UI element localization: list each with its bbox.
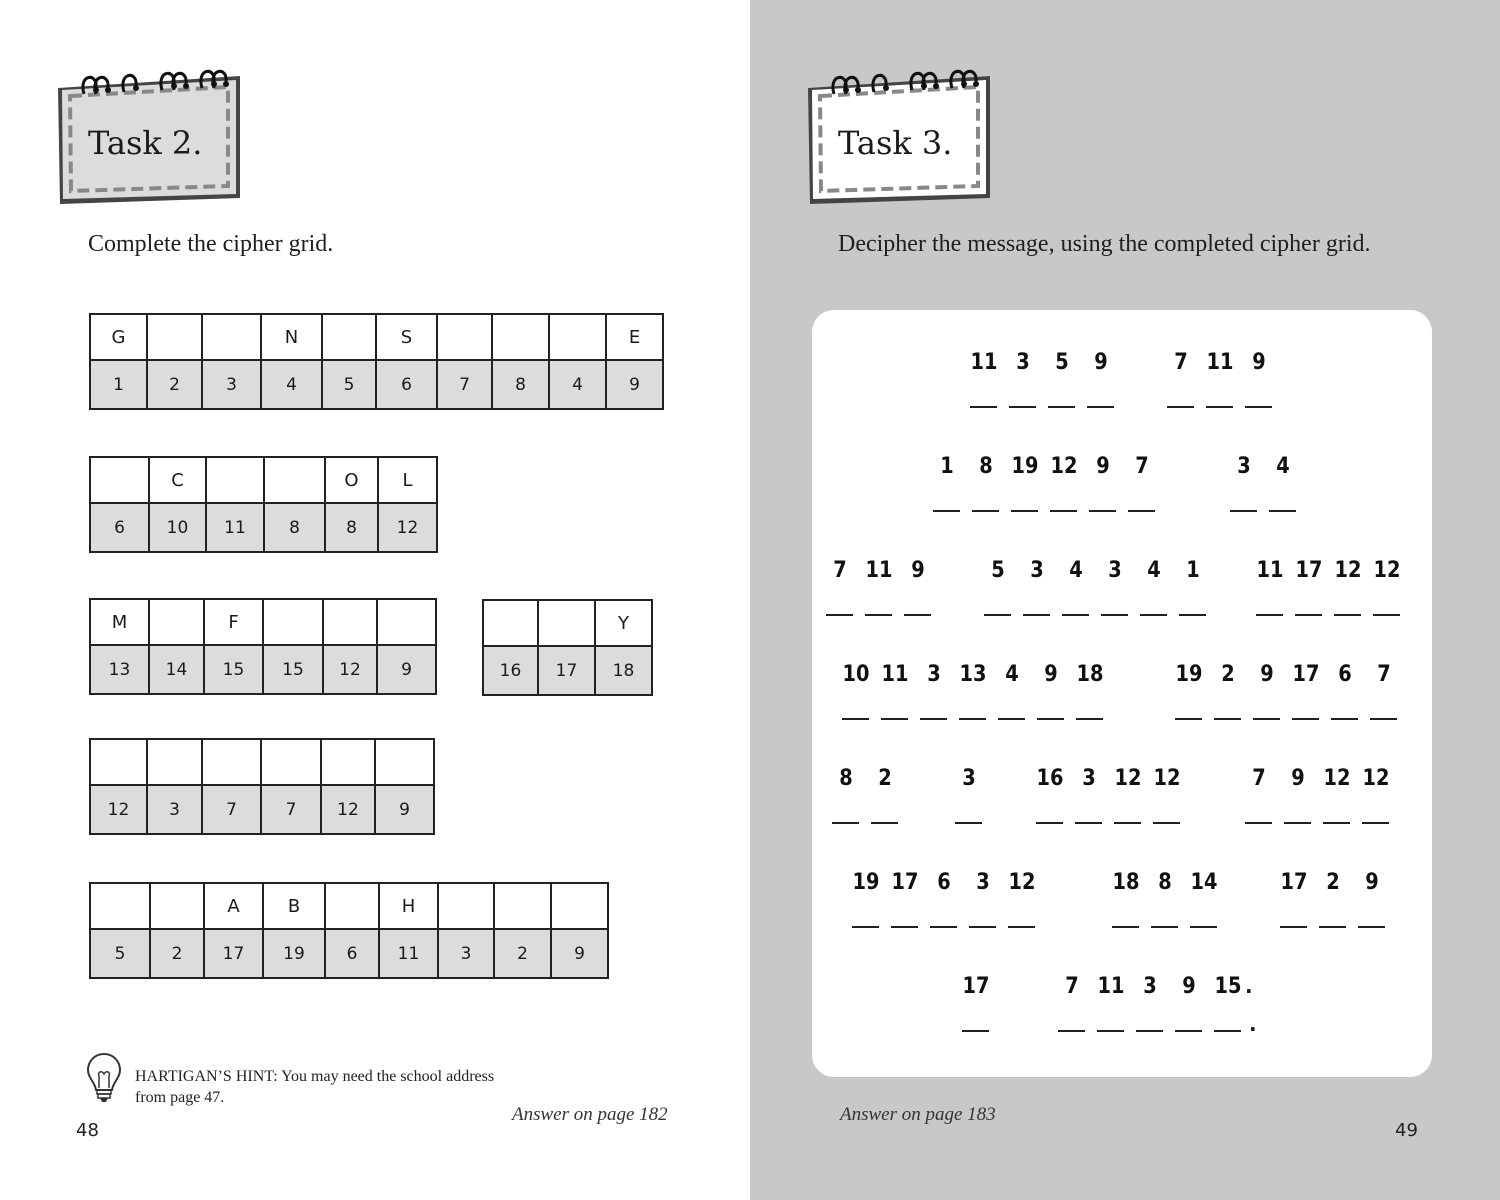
answer-blank[interactable] — [1253, 718, 1280, 720]
answer-blank[interactable] — [1269, 510, 1296, 512]
answer-blank[interactable] — [1128, 510, 1155, 512]
answer-blank[interactable] — [1114, 822, 1141, 824]
grid-letter-cell — [549, 314, 606, 360]
answer-blank[interactable] — [1190, 926, 1217, 928]
grid-number-cell: 15 — [263, 645, 323, 694]
grid-letter-cell: C — [149, 457, 206, 503]
task-title: Task 2. — [88, 124, 203, 162]
answer-blank[interactable] — [852, 926, 879, 928]
answer-blank[interactable] — [972, 510, 999, 512]
grid-letter-cell: O — [325, 457, 378, 503]
cipher-grid-6 — [89, 882, 609, 979]
cipher-number: 7 — [833, 558, 847, 583]
grid-letter-cell — [147, 739, 202, 785]
answer-blank[interactable] — [1280, 926, 1307, 928]
grid-number-cell: 12 — [323, 645, 377, 694]
cipher-number: 12 — [1334, 558, 1362, 583]
grid-letter-cell — [538, 600, 595, 646]
grid-letter-cell: F — [204, 599, 263, 645]
grid-letter-cell: L — [378, 457, 437, 503]
grid-number-cell: 8 — [325, 503, 378, 552]
grid-letter-cell: E — [606, 314, 663, 360]
cipher-number: 3 — [1030, 558, 1044, 583]
cipher-number: 9 — [1291, 766, 1305, 791]
answer-blank[interactable] — [1140, 614, 1167, 616]
grid-number-cell: 3 — [147, 785, 202, 834]
grid-letter-cell — [323, 599, 377, 645]
answer-blank[interactable] — [984, 614, 1011, 616]
grid-number-cell: 14 — [149, 645, 204, 694]
cipher-number: 3 — [976, 870, 990, 895]
grid-letter-cell — [149, 599, 204, 645]
grid-number-cell: 6 — [90, 503, 149, 552]
cipher-number: 10 — [842, 662, 870, 687]
cipher-number: 1 — [940, 454, 954, 479]
cipher-number: 17 — [962, 974, 990, 999]
cipher-number: 1 — [1186, 558, 1200, 583]
lightbulb-icon — [86, 1052, 122, 1104]
grid-number-cell: 7 — [261, 785, 321, 834]
cipher-number: 17 — [891, 870, 919, 895]
cipher-number: 3 — [1108, 558, 1122, 583]
grid-number-cell: 6 — [376, 360, 437, 409]
grid-letter-cell — [202, 739, 261, 785]
answer-blank[interactable] — [1076, 718, 1103, 720]
answer-blank[interactable] — [1023, 614, 1050, 616]
cipher-number: 17 — [1292, 662, 1320, 687]
answer-blank[interactable] — [1112, 926, 1139, 928]
cipher-number: 7 — [1174, 350, 1188, 375]
grid-number-cell: 6 — [325, 929, 379, 978]
answer-blank[interactable] — [1089, 510, 1116, 512]
grid-number-cell: 5 — [322, 360, 376, 409]
answer-blank[interactable] — [1175, 1030, 1202, 1032]
grid-letter-cell — [322, 314, 376, 360]
cipher-number: 9 — [1094, 350, 1108, 375]
answer-blank[interactable] — [1295, 614, 1322, 616]
answer-blank[interactable] — [1048, 406, 1075, 408]
grid-number-cell: 2 — [494, 929, 551, 978]
cipher-number: 6 — [1338, 662, 1352, 687]
grid-letter-cell — [494, 883, 551, 929]
answer-blank[interactable] — [1036, 822, 1063, 824]
grid-letter-cell — [264, 457, 325, 503]
grid-number-cell: 10 — [149, 503, 206, 552]
grid-letter-cell — [147, 314, 202, 360]
answer-blank[interactable] — [1370, 718, 1397, 720]
answer-blank[interactable] — [891, 926, 918, 928]
grid-letter-cell — [375, 739, 434, 785]
grid-letter-cell — [90, 739, 147, 785]
cipher-number: 9 — [911, 558, 925, 583]
cipher-grid-4 — [482, 599, 653, 696]
answer-blank[interactable] — [1358, 926, 1385, 928]
cipher-number: 7 — [1252, 766, 1266, 791]
grid-letter-cell — [150, 883, 204, 929]
cipher-grid-2 — [89, 456, 438, 553]
task-3-card — [808, 78, 988, 202]
grid-number-cell: 19 — [263, 929, 325, 978]
answer-blank[interactable] — [1292, 718, 1319, 720]
cipher-number: 2 — [1221, 662, 1235, 687]
answer-blank[interactable] — [1062, 614, 1089, 616]
grid-number-cell: 8 — [264, 503, 325, 552]
cipher-number: 17 — [1280, 870, 1308, 895]
grid-number-cell: 15 — [204, 645, 263, 694]
cipher-number: 9 — [1252, 350, 1266, 375]
answer-blank[interactable] — [930, 926, 957, 928]
answer-blank[interactable] — [970, 406, 997, 408]
answer-blank[interactable] — [1075, 822, 1102, 824]
answer-blank[interactable] — [1058, 1030, 1085, 1032]
cipher-number: 11 — [1206, 350, 1234, 375]
cipher-number: 11 — [1256, 558, 1284, 583]
answer-reference: Answer on page 183 — [840, 1104, 996, 1125]
grid-number-cell: 4 — [261, 360, 322, 409]
answer-blank[interactable] — [832, 822, 859, 824]
grid-number-cell: 7 — [202, 785, 261, 834]
answer-blank[interactable] — [1011, 510, 1038, 512]
answer-blank[interactable] — [1206, 406, 1233, 408]
cipher-number: 12 — [1153, 766, 1181, 791]
answer-blank[interactable] — [1362, 822, 1389, 824]
cipher-number: 2 — [1326, 870, 1340, 895]
cipher-number: 7 — [1065, 974, 1079, 999]
cipher-grid-1 — [89, 313, 664, 410]
cipher-number: 9 — [1096, 454, 1110, 479]
answer-blank[interactable] — [959, 718, 986, 720]
cipher-number: 8 — [1158, 870, 1172, 895]
answer-full-stop: . — [1249, 1012, 1257, 1036]
grid-letter-cell: G — [90, 314, 147, 360]
grid-letter-cell: H — [379, 883, 438, 929]
answer-blank[interactable] — [969, 926, 996, 928]
cipher-number: 3 — [962, 766, 976, 791]
cipher-grid-5 — [89, 738, 435, 835]
grid-number-cell: 16 — [483, 646, 538, 695]
cipher-number: 4 — [1147, 558, 1161, 583]
answer-blank[interactable] — [1009, 406, 1036, 408]
cipher-number: 15 — [1214, 974, 1242, 999]
answer-blank[interactable] — [1050, 510, 1077, 512]
grid-number-cell: 12 — [90, 785, 147, 834]
grid-number-cell: 12 — [378, 503, 437, 552]
answer-blank[interactable] — [842, 718, 869, 720]
answer-blank[interactable] — [933, 510, 960, 512]
grid-number-cell: 9 — [551, 929, 608, 978]
answer-blank[interactable] — [1179, 614, 1206, 616]
cipher-number: 11 — [865, 558, 893, 583]
answer-blank[interactable] — [1323, 822, 1350, 824]
answer-blank[interactable] — [1087, 406, 1114, 408]
cipher-number: 12 — [1050, 454, 1078, 479]
answer-blank[interactable] — [1136, 1030, 1163, 1032]
cipher-number: 11 — [1097, 974, 1125, 999]
right-page — [750, 0, 1500, 1200]
cipher-number: 5 — [991, 558, 1005, 583]
cipher-number: 8 — [839, 766, 853, 791]
cipher-number: 4 — [1069, 558, 1083, 583]
answer-blank[interactable] — [1037, 718, 1064, 720]
answer-blank[interactable] — [1214, 718, 1241, 720]
grid-letter-cell — [551, 883, 608, 929]
grid-letter-cell — [202, 314, 261, 360]
grid-number-cell: 9 — [606, 360, 663, 409]
answer-blank[interactable] — [1167, 406, 1194, 408]
cipher-number: 17 — [1295, 558, 1323, 583]
grid-number-cell: 17 — [204, 929, 263, 978]
cipher-number: 19 — [1011, 454, 1039, 479]
cipher-message-box — [812, 310, 1432, 1077]
grid-letter-cell — [483, 600, 538, 646]
answer-blank[interactable] — [871, 822, 898, 824]
grid-letter-cell — [377, 599, 436, 645]
answer-blank[interactable] — [1153, 822, 1180, 824]
grid-number-cell: 4 — [549, 360, 606, 409]
grid-number-cell: 18 — [595, 646, 652, 695]
answer-blank[interactable] — [1230, 510, 1257, 512]
cipher-number: 9 — [1260, 662, 1274, 687]
cipher-number: 3 — [1016, 350, 1030, 375]
answer-blank[interactable] — [1373, 614, 1400, 616]
grid-letter-cell — [263, 599, 323, 645]
grid-letter-cell: B — [263, 883, 325, 929]
answer-blank[interactable] — [1097, 1030, 1124, 1032]
answer-blank[interactable] — [1331, 718, 1358, 720]
cipher-number: 9 — [1365, 870, 1379, 895]
cipher-number: 18 — [1076, 662, 1104, 687]
full-stop: . — [1245, 974, 1253, 998]
answer-blank[interactable] — [962, 1030, 989, 1032]
grid-letter-cell: M — [90, 599, 149, 645]
grid-letter-cell — [321, 739, 375, 785]
cipher-number: 3 — [1237, 454, 1251, 479]
grid-letter-cell: A — [204, 883, 263, 929]
cipher-number: 12 — [1323, 766, 1351, 791]
grid-number-cell: 12 — [321, 785, 375, 834]
answer-blank[interactable] — [1214, 1030, 1241, 1032]
answer-blank[interactable] — [826, 614, 853, 616]
answer-blank[interactable] — [1334, 614, 1361, 616]
grid-letter-cell: S — [376, 314, 437, 360]
grid-number-cell: 3 — [438, 929, 494, 978]
answer-blank[interactable] — [955, 822, 982, 824]
grid-letter-cell: Y — [595, 600, 652, 646]
grid-number-cell: 7 — [437, 360, 492, 409]
cipher-number: 12 — [1373, 558, 1401, 583]
cipher-number: 14 — [1190, 870, 1218, 895]
answer-blank[interactable] — [1151, 926, 1178, 928]
grid-number-cell: 17 — [538, 646, 595, 695]
grid-number-cell: 2 — [147, 360, 202, 409]
cipher-number: 11 — [881, 662, 909, 687]
answer-blank[interactable] — [1101, 614, 1128, 616]
grid-number-cell: 8 — [492, 360, 549, 409]
cipher-number: 2 — [878, 766, 892, 791]
grid-letter-cell — [492, 314, 549, 360]
task-title: Task 3. — [838, 124, 953, 162]
cipher-grid-3 — [89, 598, 437, 695]
instruction: Complete the cipher grid. — [88, 231, 334, 257]
answer-blank[interactable] — [1284, 822, 1311, 824]
cipher-number: 3 — [927, 662, 941, 687]
grid-number-cell: 11 — [206, 503, 264, 552]
hint-text: HARTIGAN’S HINT: You may need the school address from page 47. — [135, 1068, 495, 1106]
grid-number-cell: 9 — [375, 785, 434, 834]
answer-blank[interactable] — [920, 718, 947, 720]
grid-number-cell: 13 — [90, 645, 149, 694]
task-2-card — [58, 78, 238, 202]
answer-blank[interactable] — [1008, 926, 1035, 928]
cipher-number: 11 — [970, 350, 998, 375]
cipher-number: 13 — [959, 662, 987, 687]
page-number: 48 — [76, 1120, 99, 1141]
answer-blank[interactable] — [1175, 718, 1202, 720]
answer-reference: Answer on page 182 — [512, 1104, 668, 1125]
instruction: Decipher the message, using the completed cipher grid. — [838, 231, 1371, 257]
grid-letter-cell — [206, 457, 264, 503]
cipher-number: 3 — [1082, 766, 1096, 791]
cipher-number: 12 — [1008, 870, 1036, 895]
cipher-number: 4 — [1005, 662, 1019, 687]
grid-number-cell: 3 — [202, 360, 261, 409]
grid-number-cell: 9 — [377, 645, 436, 694]
answer-blank[interactable] — [881, 718, 908, 720]
cipher-number: 18 — [1112, 870, 1140, 895]
grid-number-cell: 5 — [90, 929, 150, 978]
cipher-number: 7 — [1377, 662, 1391, 687]
cipher-number: 6 — [937, 870, 951, 895]
answer-blank[interactable] — [904, 614, 931, 616]
answer-blank[interactable] — [865, 614, 892, 616]
grid-number-cell: 2 — [150, 929, 204, 978]
cipher-number: 7 — [1135, 454, 1149, 479]
cipher-number: 19 — [1175, 662, 1203, 687]
answer-blank[interactable] — [1245, 406, 1272, 408]
cipher-number: 9 — [1182, 974, 1196, 999]
grid-number-cell: 11 — [379, 929, 438, 978]
answer-blank[interactable] — [998, 718, 1025, 720]
answer-blank[interactable] — [1245, 822, 1272, 824]
cipher-number: 9 — [1044, 662, 1058, 687]
page-number: 49 — [1395, 1120, 1418, 1141]
cipher-number: 3 — [1143, 974, 1157, 999]
grid-letter-cell — [438, 883, 494, 929]
grid-letter-cell — [261, 739, 321, 785]
cipher-number: 12 — [1114, 766, 1142, 791]
cipher-number: 5 — [1055, 350, 1069, 375]
cipher-number: 4 — [1276, 454, 1290, 479]
grid-letter-cell: N — [261, 314, 322, 360]
grid-letter-cell — [90, 457, 149, 503]
answer-blank[interactable] — [1319, 926, 1346, 928]
cipher-number: 8 — [979, 454, 993, 479]
cipher-number: 19 — [852, 870, 880, 895]
grid-letter-cell — [437, 314, 492, 360]
grid-letter-cell — [325, 883, 379, 929]
answer-blank[interactable] — [1256, 614, 1283, 616]
cipher-number: 16 — [1036, 766, 1064, 791]
grid-number-cell: 1 — [90, 360, 147, 409]
cipher-number: 12 — [1362, 766, 1390, 791]
grid-letter-cell — [90, 883, 150, 929]
